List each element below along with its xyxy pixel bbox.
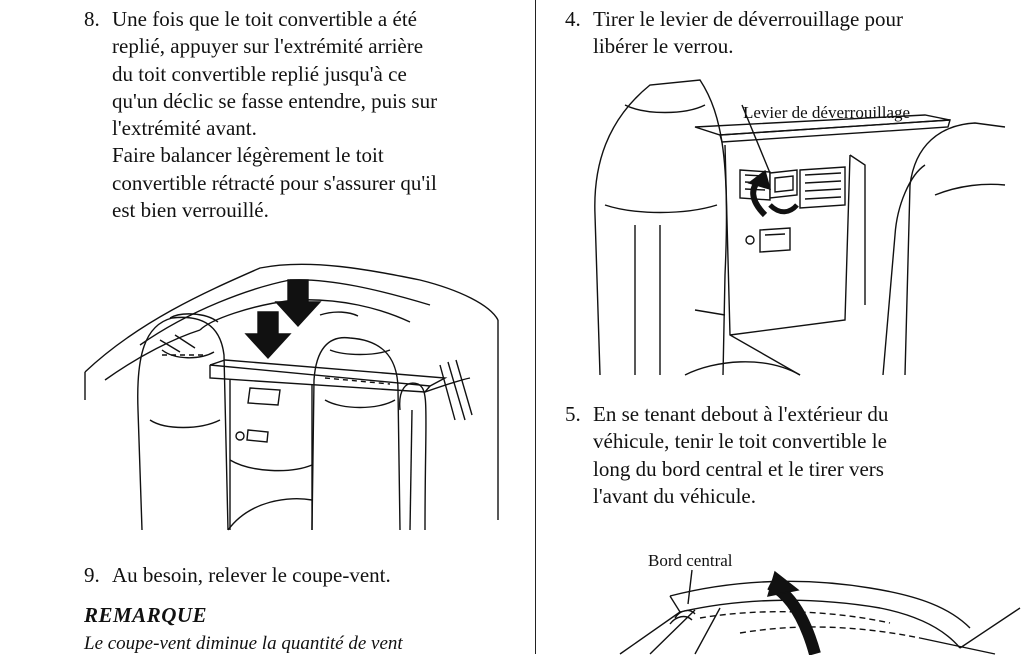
pull-top-illustration <box>600 548 1024 654</box>
callout-center-edge: Bord central <box>648 551 733 570</box>
text-line: l'extrémité avant. <box>112 116 257 141</box>
text-line: Faire balancer légèrement le toit <box>112 143 384 168</box>
folded-top-illustration <box>80 260 505 535</box>
step-9-text <box>112 562 391 589</box>
text-line: est bien verrouillé. <box>112 198 269 223</box>
step-number: 4. <box>565 7 581 31</box>
text-line: long du bord central et le tirer vers <box>593 456 884 481</box>
text-line: l'avant du véhicule. <box>593 483 756 508</box>
column-divider <box>535 0 536 654</box>
text-line: libérer le verrou. <box>593 34 734 59</box>
text-line: véhicule, tenir le toit convertible le <box>593 429 887 454</box>
remark-title: REMARQUE <box>84 603 208 627</box>
step-number: 9. <box>84 563 100 587</box>
text-line: replié, appuyer sur l'extrémité arrière <box>112 34 424 59</box>
remark-text: Le coupe-vent diminue la quantité de vent <box>84 633 403 654</box>
text-line: Tirer le levier de déverrouillage pour <box>593 7 904 31</box>
text-line: Au besoin, relever le coupe-vent. <box>112 563 391 587</box>
text-line: qu'un déclic se fasse entendre, puis sur <box>112 88 438 113</box>
step-5-text <box>593 401 888 510</box>
step-4-text <box>593 6 903 61</box>
step-number: 8. <box>84 7 100 31</box>
text-line: Une fois que le toit convertible a été <box>112 7 417 31</box>
text-line: convertible rétracté pour s'assurer qu'il <box>112 170 437 195</box>
text-line: En se tenant debout à l'extérieur du <box>593 402 889 426</box>
release-lever-illustration <box>565 75 1005 385</box>
step-8-text <box>112 6 437 224</box>
step-number: 5. <box>565 402 581 426</box>
text-line: du toit convertible replié jusqu'à ce <box>112 61 407 86</box>
callout-release-lever: Levier de déverrouillage <box>743 103 911 122</box>
